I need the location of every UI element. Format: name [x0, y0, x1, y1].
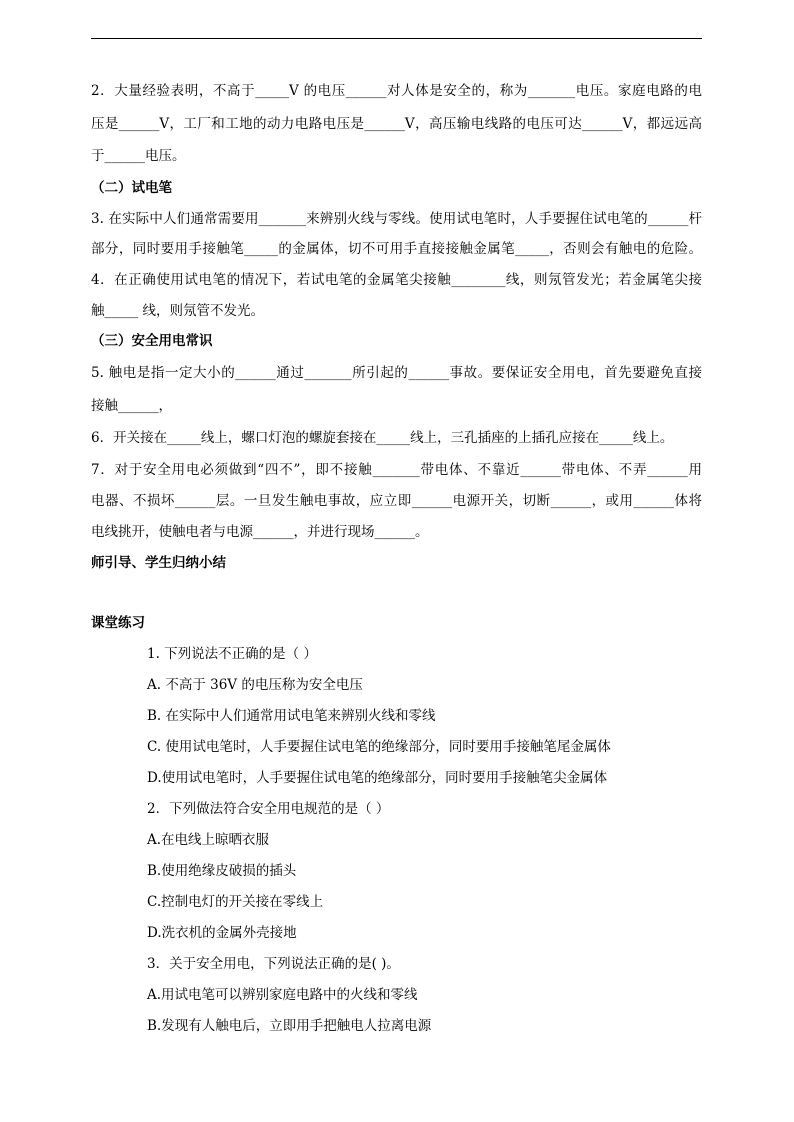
question-6: 6．开关接在_____线上，螺口灯泡的螺旋套接在_____线上，三孔插座的上插孔应接在_____线上。: [91, 430, 674, 446]
question-4-line-2: 触_____ 线，则氖管不发光。: [91, 303, 265, 319]
question-2-line-2: 压是______V，工厂和工地的动力电路电压是______V，高压输电线路的电压可达______V，都远远高: [91, 116, 702, 132]
exercise-2-option-c: C.控制电灯的开关接在零线上: [147, 894, 324, 910]
exercise-1-option-b: B. 在实际中人们通常用试电笔来辨别火线和零线: [147, 708, 436, 724]
practice-heading: 课堂练习: [91, 615, 145, 631]
question-2-line-3: 于______电压。: [91, 148, 186, 164]
question-7-line-1: 7．对于安全用电必须做到“四不”，即不接触_______带电体、不靠近______带电体、不弄______用: [91, 462, 702, 478]
exercise-2-option-a: A.在电线上晾晒衣服: [147, 832, 270, 848]
summary-heading: 师引导、学生归纳小结: [91, 555, 226, 571]
exercise-3-stem: 3．关于安全用电，下列说法正确的是( )。: [147, 956, 400, 972]
exercise-3-option-b: B.发现有人触电后，立即用手把触电人拉离电源: [147, 1018, 432, 1034]
exercise-1-option-c: C. 使用试电笔时，人手要握住试电笔的绝缘部分，同时要用手接触笔尾金属体: [147, 739, 611, 755]
question-4-line-1: 4．在正确使用试电笔的情况下，若试电笔的金属笔尖接触________线，则氖管发光；若金属笔尖接: [91, 272, 702, 288]
exercise-1-option-a: A. 不高于 36V 的电压称为安全电压: [147, 677, 363, 693]
exercise-3-option-a: A.用试电笔可以辨别家庭电路中的火线和零线: [147, 987, 418, 1003]
section-heading-safety: （三）安全用电常识: [91, 333, 213, 349]
section-heading-test-pen: （二）试电笔: [91, 180, 172, 196]
question-2-line-1: 2．大量经验表明，不高于_____V 的电压______对人体是安全的，称为_______电压。家庭电路的电: [91, 83, 702, 99]
question-3-line-2: 部分，同时要用手接触笔_____的金属体，切不可用手直接接触金属笔_____，否则会有触电的危险。: [91, 241, 702, 257]
question-7-line-3: 电线挑开，使触电者与电源______，并进行现场______。: [91, 524, 429, 540]
header-rule: [91, 38, 702, 39]
exercise-2-stem: 2．下列做法符合安全用电规范的是（ ）: [147, 801, 390, 817]
question-3-line-1: 3. 在实际中人们通常需要用_______来辨别火线与零线。使用试电笔时，人手要握住试电笔的______杆: [91, 211, 702, 227]
exercise-1-option-d: D.使用试电笔时，人手要握住试电笔的绝缘部分，同时要用手接触笔尖金属体: [147, 770, 608, 786]
exercise-2-option-b: B.使用绝缘皮破损的插头: [147, 863, 297, 879]
question-7-line-2: 电器、不损坏______层。一旦发生触电事故，应立即______电源开关，切断______，或用______体将: [91, 493, 702, 509]
question-5-line-1: 5. 触电是指一定大小的______通过_______所引起的______事故。要保证安全用电，首先要避免直接: [91, 365, 702, 381]
question-5-line-2: 接触______，: [91, 398, 172, 414]
exercise-2-option-d: D.洗衣机的金属外壳接地: [147, 925, 297, 941]
exercise-1-stem: 1. 下列说法不正确的是（ ）: [147, 646, 317, 662]
